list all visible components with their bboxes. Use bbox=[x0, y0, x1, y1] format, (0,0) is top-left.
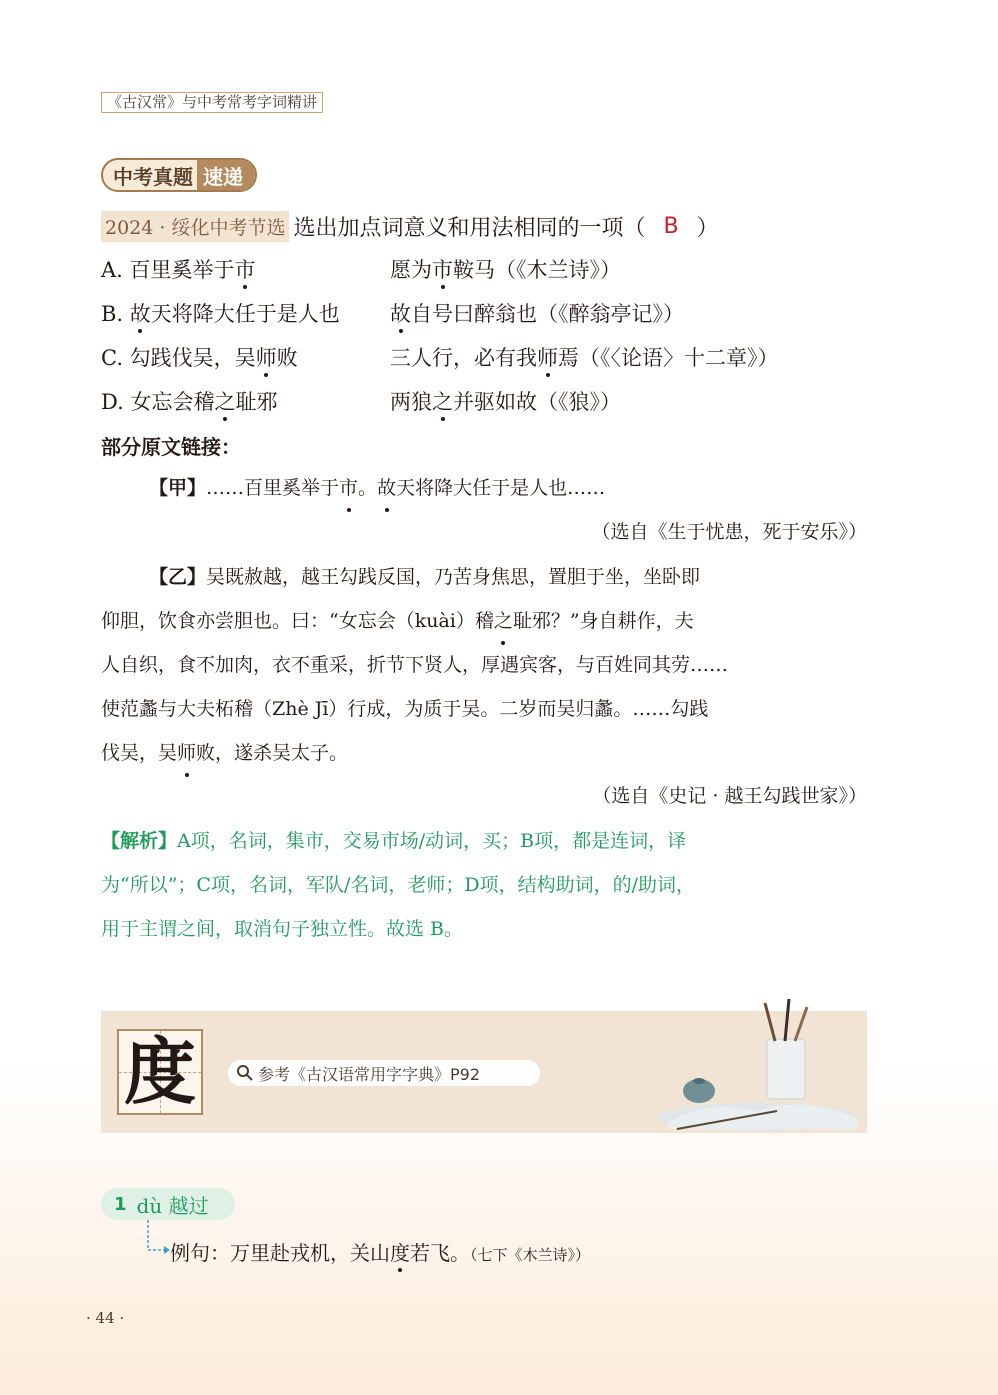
question-line bbox=[101, 209, 719, 243]
analysis-label: 【解析】 bbox=[101, 830, 178, 852]
option-text: 天将降大任于是人也 bbox=[150, 302, 340, 326]
section-badge-title: 中考真题 bbox=[113, 164, 193, 189]
analysis-line-3: 用于主谓之间，取消句子独立性。故选 B。 bbox=[101, 918, 464, 940]
section-badge-subtitle: 速递 bbox=[197, 160, 255, 190]
passage-yi-line-3: 人自织，食不加肉，衣不重采，折节下贤人，厚遇宾客，与百姓同其劳…… bbox=[101, 654, 729, 676]
option-text: 鞍马（《木兰诗》） bbox=[453, 258, 621, 282]
section-badge bbox=[101, 158, 257, 192]
question-close-paren: ） bbox=[696, 215, 719, 241]
passage-jia-source: （选自《生于忧患，死于安乐》） bbox=[591, 521, 867, 543]
analysis-text: A项，名词，集市，交易市场/动词，买；B项，都是连词，译 bbox=[177, 830, 687, 852]
passage-text: 。 bbox=[358, 477, 378, 499]
option-text: 焉（《〈论语〉十二章》） bbox=[558, 346, 779, 370]
analysis-line-2: 为“所以”；C项，名词，军队/名词，老师；D项，结构助词，的/助词， bbox=[101, 874, 696, 896]
character-box bbox=[117, 1029, 203, 1115]
dictionary-reference-text: 参考《古汉语常用字字典》P92 bbox=[258, 1064, 481, 1084]
example-text: 例句：万里赴戎机，关山 bbox=[170, 1241, 390, 1265]
passage-text: 伐吴，吴 bbox=[101, 742, 178, 764]
passage-label: 【甲】 bbox=[149, 477, 207, 499]
option-text: B. bbox=[101, 302, 130, 326]
dotted-word: 师 bbox=[256, 341, 277, 375]
search-icon bbox=[236, 1064, 254, 1082]
book-title-header: 《古汉常》与中考常考字词精讲 bbox=[101, 92, 323, 113]
passage-yi-line-2 bbox=[101, 599, 694, 643]
dotted-word: 故 bbox=[377, 466, 396, 510]
passage-yi-line-5 bbox=[101, 731, 348, 775]
passage-text: 吴既赦越，越王勾践反国，乃苦身焦思，置胆于坐，坐卧即 bbox=[206, 566, 701, 588]
dotted-word: 市 bbox=[339, 466, 358, 510]
option-a-right bbox=[390, 253, 621, 287]
option-a-left bbox=[101, 253, 256, 287]
analysis-line-1 bbox=[101, 819, 686, 863]
passage-text: 败，遂杀吴太子。 bbox=[196, 742, 349, 764]
original-text-heading: 部分原文链接： bbox=[101, 435, 241, 459]
passage-yi-line-1 bbox=[149, 555, 700, 599]
option-d-left bbox=[101, 385, 277, 419]
dotted-word: 故 bbox=[390, 297, 411, 331]
dotted-word: 市 bbox=[235, 253, 256, 287]
option-text: A. 百里奚举于 bbox=[101, 258, 235, 282]
dotted-word: 度 bbox=[390, 1236, 410, 1270]
dotted-word: 师 bbox=[537, 341, 558, 375]
passage-yi-source: （选自《史记 · 越王勾践世家》） bbox=[592, 785, 867, 807]
question-prompt: 选出加点词意义和用法相同的一项（ bbox=[293, 215, 646, 241]
passage-text: ……百里奚举于 bbox=[206, 477, 340, 499]
option-d-right bbox=[390, 385, 621, 419]
passage-text: 耻邪？”身自耕作，夫 bbox=[512, 610, 694, 632]
dotted-word: 之 bbox=[494, 599, 513, 643]
passage-text: 天将降大任于是人也…… bbox=[396, 477, 606, 499]
option-text: C. 勾践伐吴，吴 bbox=[101, 346, 256, 370]
sense-number: 1 bbox=[114, 1193, 127, 1215]
option-text: D. 女忘会稽 bbox=[101, 390, 215, 414]
passage-label: 【乙】 bbox=[149, 566, 207, 588]
option-text: 并驱如故（《狼》） bbox=[453, 390, 621, 414]
example-text: 若飞。 bbox=[410, 1241, 470, 1265]
example-connector-arrow bbox=[146, 1220, 172, 1256]
dotted-word: 故 bbox=[130, 297, 151, 331]
question-answer: B bbox=[663, 213, 679, 239]
dotted-word: 市 bbox=[432, 253, 453, 287]
sense-reading: dù 越过 bbox=[136, 1193, 209, 1218]
option-text: 两狼 bbox=[390, 390, 432, 414]
option-text: 败 bbox=[276, 346, 298, 370]
dictionary-reference bbox=[228, 1060, 540, 1086]
sense-1-label bbox=[101, 1188, 235, 1220]
option-c-right bbox=[390, 341, 779, 375]
option-b-right bbox=[390, 297, 684, 331]
dotted-word: 师 bbox=[177, 731, 196, 775]
example-sentence bbox=[170, 1236, 590, 1272]
option-c-left bbox=[101, 341, 298, 375]
passage-jia bbox=[149, 466, 605, 510]
page-number: · 44 · bbox=[86, 1309, 125, 1327]
dotted-word: 之 bbox=[432, 385, 453, 419]
dotted-word: 之 bbox=[214, 385, 235, 419]
option-text: 愿为 bbox=[390, 258, 432, 282]
option-text: 三人行，必有我 bbox=[390, 346, 537, 370]
option-b-left bbox=[101, 297, 340, 331]
dictionary-character: 度 bbox=[123, 1029, 196, 1114]
passage-yi-line-4: 使范蠡与大夫柘稽（Zhè Jī）行成，为质于吴。二岁而吴归蠡。……勾践 bbox=[101, 698, 709, 720]
example-source: （七下《木兰诗》） bbox=[470, 1246, 591, 1264]
option-text: 耻邪 bbox=[235, 390, 278, 414]
passage-text: 仰胆，饮食亦尝胆也。曰：“女忘会（kuài）稽 bbox=[101, 610, 494, 632]
option-text: 自号曰醉翁也（《醉翁亭记》） bbox=[411, 302, 684, 326]
question-source: 2024 · 绥化中考节选 bbox=[101, 211, 289, 242]
ink-wash-decoration bbox=[647, 999, 867, 1139]
